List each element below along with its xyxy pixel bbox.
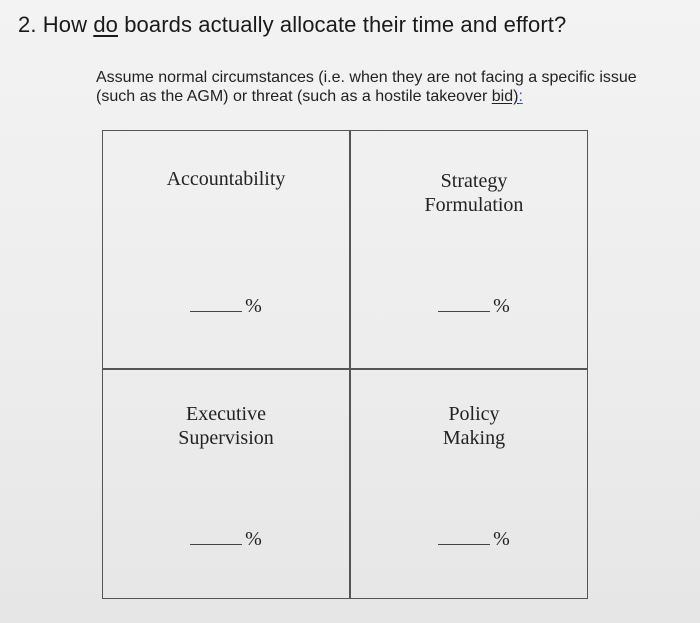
blank-line[interactable] bbox=[190, 544, 242, 545]
question-number: 2. bbox=[18, 12, 37, 37]
percent-symbol: % bbox=[245, 295, 262, 317]
cell-label-line1: Policy bbox=[448, 403, 500, 425]
cell-strategy-formulation bbox=[351, 131, 597, 368]
cell-label-line1: Executive bbox=[186, 403, 266, 425]
instruction-colon: : bbox=[518, 88, 523, 105]
blank-line[interactable] bbox=[190, 311, 242, 312]
question-heading bbox=[18, 12, 566, 38]
percent-blank[interactable] bbox=[103, 295, 349, 318]
cell-policy-making bbox=[351, 370, 597, 607]
cell-executive-supervision bbox=[103, 370, 349, 607]
instruction-text bbox=[96, 68, 656, 106]
percent-symbol: % bbox=[493, 295, 510, 317]
cell-label bbox=[103, 167, 349, 191]
cell-label-line1: Accountability bbox=[166, 168, 286, 190]
question-text-after: boards actually allocate their time and effort? bbox=[124, 12, 567, 37]
blank-line[interactable] bbox=[438, 544, 490, 545]
percent-blank[interactable] bbox=[351, 528, 597, 551]
percent-blank[interactable] bbox=[103, 528, 349, 551]
percent-blank[interactable] bbox=[351, 295, 597, 318]
instruction-main: Assume normal circumstances (i.e. when they are not facing a specific issue (such as the AGM) or threat (such as a hostile takeover bbox=[96, 69, 637, 105]
question-text-underlined: do bbox=[93, 12, 118, 37]
percent-symbol: % bbox=[493, 528, 510, 550]
cell-label-line2: Supervision bbox=[178, 427, 274, 449]
percent-symbol: % bbox=[245, 528, 262, 550]
cell-label-line2: Formulation bbox=[424, 194, 524, 216]
cell-label-line1: Strategy bbox=[440, 170, 508, 192]
cell-label-line2: Making bbox=[442, 427, 506, 449]
cell-label bbox=[351, 169, 597, 217]
cell-accountability bbox=[103, 131, 349, 368]
allocation-grid bbox=[102, 130, 588, 599]
cell-label bbox=[103, 402, 349, 450]
blank-line[interactable] bbox=[438, 311, 490, 312]
cell-label bbox=[351, 402, 597, 450]
instruction-underlined: bid) bbox=[491, 88, 519, 105]
question-text-before: How bbox=[42, 12, 88, 37]
